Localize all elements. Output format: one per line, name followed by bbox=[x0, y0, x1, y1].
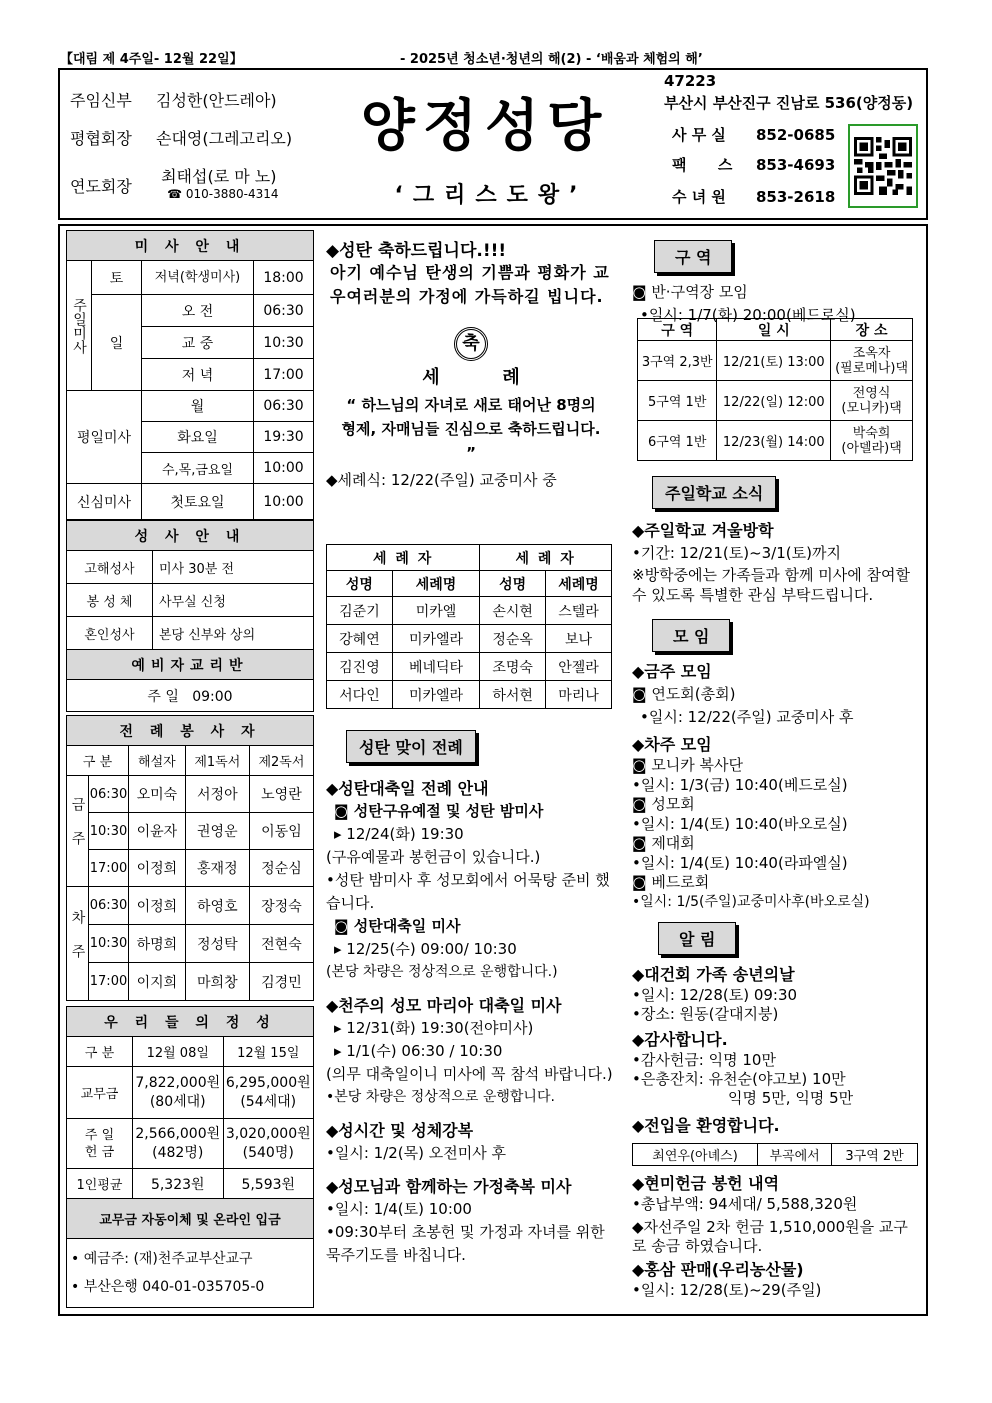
year-theme: - 2025년 청소년·청년의 해(2) - ‘배움과 체험의 해’ bbox=[400, 52, 703, 67]
district-table: 구 역 일 시 장 소 3구역 2,3반 12/21(토) 13:00 조옥자 (필로메나)댁 5구역 1반 12/22(일) 12:00 전영식 (모니카)댁 6구역 1반 12/23(월) 14:00 박숙희 (아델라)댁 bbox=[637, 318, 913, 461]
header bbox=[58, 68, 928, 220]
address: 부산시 부산진구 진남로 536(양정동) bbox=[664, 94, 914, 112]
right-column: 구 역 ◙ 반·구역장 모임 •일시: 1/7(화) 20:00(베드로실) bbox=[632, 240, 922, 327]
qr-code[interactable] bbox=[848, 124, 918, 208]
welcome-table: 최연우(아녜스) 부곡에서 3구역 2반 bbox=[632, 1143, 918, 1166]
zip: 47223 bbox=[664, 72, 717, 90]
school-and-notices: 주일학교 소식 ◆주일학교 겨울방학 •기간: 12/21(토)~3/1(토)까지 ※방학중에는 가족들과 함께 미사에 참여할 수 있도록 특별한 관심 부탁드립니다. 모 임 ◆금주 모임 ◙ 연도회(총회) •일시: 12/22(주일) 교중미사 후 ◆차주 모임 ◙ 모니카 복사단 •일시: 1/3(금) 10:40(베드로실) ◙ 성모회 •일시: 1/4(토) 10:40(바오로실) ◙ 제대회 •일시: 1/4(토) 10:40(라파엘실) ◙ 베드로회 •일시: 1/5(주일)교중미사후(바오로실) 알 림 ◆대건회 가족 송년의날 •일시: 12/28(토) 09:30 •장소: 원동(갈대지붕) ◆감사합니다. •감사헌금: 익명 10만 •은총잔치: 유천순(야고보) 10만 익명 5만, 익명 5만 ◆전입을 환영합니다. 최연우(아녜스) 부곡에서 3구역 2반 ◆현미헌금 봉헌 내역 •총납부액: 94세대/ 5,588,320원 ◆자선주일 2차 헌금 1,510,000원을 교구로 송금 하였습니다. ◆홍삼 판매(우리농산물) •일시: 12/28(토)~29(주일) bbox=[632, 476, 922, 1300]
mass-table: 미 사 안 내 주일미사 토 저녁(학생미사) 18:00 일 오 전 06:30 교 중 10:30 저 녁 17:00 평일미사 월 06:30 화요일 19:30 수,목,금요일 10:00 신심미사 첫토요일 10:00 bbox=[66, 230, 314, 520]
issue-date: 【대림 제 4주일- 12월 22일】 bbox=[60, 52, 243, 67]
convent: 수 녀 원 853-2618 bbox=[672, 188, 836, 206]
phone: ☎ 010-3880-4314 bbox=[167, 187, 279, 201]
celebration-seal: 축 bbox=[454, 327, 488, 361]
council-row: 평협회장 손대영(그레고리오) bbox=[70, 129, 293, 148]
parish-title: 양정성당 bbox=[360, 94, 610, 159]
center-column: ◆성탄 축하드립니다.!!! 아기 예수님 탄생의 기쁨과 평화가 교우여러분의 가정에 가득하길 빕니다. 축 세 례 “ 하느님의 자녀로 새로 태어난 8명의 형제, 자매님들 진심으로 축하드립니다. ” ◆세례식: 12/22(주일) 교중미사 중 bbox=[326, 241, 610, 489]
parish-subtitle: ‘그리스도왕’ bbox=[394, 183, 588, 208]
offering-table: 우 리 들 의 정 성 구 분 12월 08일 12월 15일 교무금 7,822,000원 (80세대) 6,295,000원 (54세대) 주 일 헌 금 2,566,000원 (482명) 3,020,000원 (540명) 1인평균 5,323원 5,593원 교무금 자동이체 및 온라인 입금 • 예금주: (재)천주교부산교구 • 부산은행 040-01-035705-0 bbox=[66, 1006, 314, 1308]
bank-account: • 부산은행 040-01-035705-0 bbox=[71, 1279, 265, 1295]
liturgy-table: 전 례 봉 사 자 구 분 해설자 제1독서 제2독서 금주 06:30 오미숙 서정아 노영란 10:30 이윤자 권영운 이동임 17:00 이정희 홍재정 정순심 차주 06:30 이정희 하영호 장정숙 10:30 하명희 정성탁 전현숙 17:00 이지희 마희창 김경민 bbox=[66, 715, 314, 1001]
christmas-section: 성탄 맞이 전례 ◆성탄대축일 전례 안내 ◙ 성탄구유예절 및 성탄 밤미사 ▸ 12/24(화) 19:30 (구유예물과 봉헌금이 있습니다.) •성탄 밤미사 후 성모회에서 어묵탕 준비 했습니다. ◙ 성탄대축일 미사 ▸ 12/25(수) 09:00/ 10:30 (본당 차량은 정상적으로 운행합니다.) ◆천주의 성모 마리아 대축일 미사 ▸ 12/31(화) 19:30(전야미사) ▸ 1/1(수) 06:30 / 10:30 (의무 대축일이니 미사에 꼭 참석 바랍니다.) •본당 차량은 정상적으로 운행합니다. ◆성시간 및 성체강복 •일시: 1/2(목) 오전미사 후 ◆성모님과 함께하는 가정축복 미사 •일시: 1/4(토) 10:00 •09:30부터 초봉헌 및 가정과 자녀를 위한 묵주기도를 바칩니다. bbox=[326, 730, 616, 1267]
fax: 팩 스 853-4693 bbox=[672, 156, 836, 174]
office: 사 무 실 852-0685 bbox=[672, 126, 836, 144]
baptism-table: 세 례 자 세 례 자 성명 세례명 성명 세례명 김준기 미카엘 손시현 스텔라 강혜연 미카엘라 정순옥 보나 김진영 베네딕타 조명숙 안젤라 서다인 미카엘라 하서현 마리나 bbox=[326, 544, 612, 709]
pastor-row: 주임신부 김성한(안드레아) bbox=[70, 91, 277, 110]
sacrament-table: 성 사 안 내 고해성사 미사 30분 전 봉 성 체 사무실 신청 혼인성사 본당 신부와 상의 예비자교리반 주 일 09:00 bbox=[66, 520, 314, 712]
account-holder: • 예금주: (재)천주교부산교구 bbox=[71, 1251, 253, 1267]
elder-row: 연도회장 최태섭(로 마 노) ☎ 010-3880-4314 bbox=[70, 167, 279, 201]
